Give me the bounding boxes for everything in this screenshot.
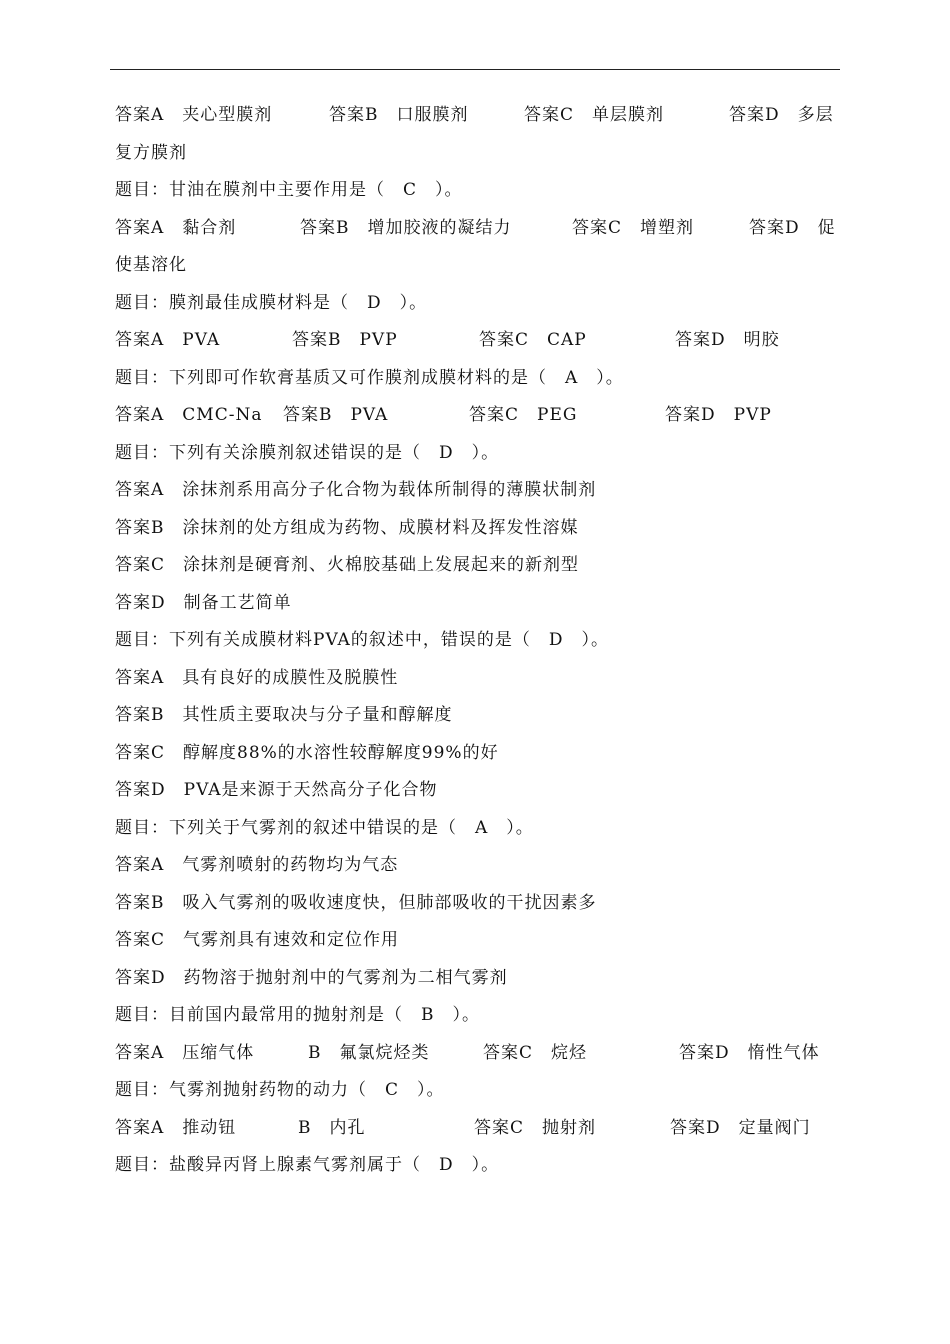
text-segment: 题目：甘油在膜剂中主要作用是（ C ）。: [115, 180, 463, 200]
text-line: [115, 735, 840, 773]
text-line: [115, 772, 840, 810]
text-line: [115, 435, 840, 473]
text-segment: B 内孔: [298, 1117, 366, 1138]
text-segment: 题目：下列即可作软膏基质又可作膜剂成膜材料的是（ A ）。: [115, 367, 624, 388]
text-segment: 答案D 定量阀门: [670, 1117, 811, 1138]
text-line: [115, 547, 840, 585]
text-segment: 答案A PVA: [115, 330, 221, 350]
text-line: [115, 1110, 840, 1148]
text-line: [115, 1147, 840, 1185]
text-line: [115, 97, 840, 135]
text-segment: 答案D PVP: [665, 405, 772, 425]
text-segment: 题目：膜剂最佳成膜材料是（ D ）。: [115, 292, 428, 313]
text-segment: 答案C 气雾剂具有速效和定位作用: [115, 930, 400, 950]
text-segment: 答案D 制备工艺简单: [115, 592, 292, 613]
text-segment: 复方膜剂: [115, 142, 187, 163]
text-segment: 题目：下列有关成膜材料PVA的叙述中，错误的是（ D ）。: [115, 630, 609, 650]
text-line: [115, 322, 840, 360]
text-segment: 答案B 口服膜剂: [329, 105, 469, 125]
text-segment: 答案C PEG: [469, 405, 578, 425]
text-segment: 答案B 涂抹剂的处方组成为药物、成膜材料及挥发性溶媒: [115, 517, 579, 538]
text-segment: 题目：盐酸异丙肾上腺素气雾剂属于（ D ）。: [115, 1155, 500, 1175]
text-line: [115, 660, 840, 698]
text-segment: 答案A 涂抹剂系用高分子化合物为载体所制得的薄膜状制剂: [115, 480, 597, 500]
text-segment: 答案B 增加胶液的凝结力: [300, 217, 512, 238]
text-line: [115, 997, 840, 1035]
text-segment: 答案D 药物溶于抛射剂中的气雾剂为二相气雾剂: [115, 967, 508, 988]
text-segment: 答案C CAP: [479, 330, 587, 350]
text-line: [115, 585, 840, 623]
text-segment: 答案B PVP: [292, 330, 398, 350]
text-segment: 答案A 黏合剂: [115, 217, 237, 238]
text-line: [115, 922, 840, 960]
text-segment: 答案D 促: [749, 217, 836, 238]
text-line: [115, 510, 840, 548]
document-body: [115, 97, 840, 1185]
text-segment: 题目：目前国内最常用的抛射剂是（ B ）。: [115, 1005, 480, 1025]
text-segment: 题目：下列有关涂膜剂叙述错误的是（ D ）。: [115, 442, 500, 463]
text-line: [115, 285, 840, 323]
text-segment: 答案D 多层: [729, 105, 834, 125]
text-line: [115, 622, 840, 660]
text-segment: 答案C 醇解度88%的水溶性较醇解度99%的好: [115, 742, 499, 763]
text-segment: 答案A CMC-Na: [115, 405, 263, 425]
text-line: [115, 247, 840, 285]
text-segment: 答案B 其性质主要取决与分子量和醇解度: [115, 705, 453, 725]
text-segment: 答案A 气雾剂喷射的药物均为气态: [115, 855, 399, 875]
text-line: [115, 172, 840, 210]
text-segment: 答案C 涂抹剂是硬膏剂、火棉胶基础上发展起来的新剂型: [115, 555, 580, 575]
text-segment: 答案A 压缩气体: [115, 1042, 255, 1063]
text-segment: 答案C 增塑剂: [572, 217, 695, 238]
text-segment: 答案B PVA: [283, 405, 389, 425]
text-segment: 答案A 具有良好的成膜性及脱膜性: [115, 667, 399, 688]
text-segment: 题目：气雾剂抛射药物的动力（ C ）。: [115, 1080, 445, 1100]
text-line: [115, 135, 840, 173]
text-segment: 答案C 抛射剂: [474, 1117, 597, 1138]
text-segment: B 氟氯烷烃类: [308, 1042, 430, 1063]
text-segment: 答案D 惰性气体: [679, 1042, 820, 1063]
text-segment: 使基溶化: [115, 255, 187, 275]
text-line: [115, 885, 840, 923]
text-line: [115, 1072, 840, 1110]
text-segment: 答案C 单层膜剂: [524, 105, 665, 125]
text-segment: 题目：下列关于气雾剂的叙述中错误的是（ A ）。: [115, 817, 534, 838]
text-line: [115, 1035, 840, 1073]
text-line: [115, 397, 840, 435]
header-rule: [110, 69, 840, 70]
text-line: [115, 847, 840, 885]
text-segment: 答案A 夹心型膜剂: [115, 105, 273, 125]
text-line: [115, 810, 840, 848]
text-segment: 答案A 推动钮: [115, 1117, 237, 1138]
text-segment: 答案D 明胶: [675, 330, 780, 350]
text-line: [115, 960, 840, 998]
text-segment: 答案C 烷烃: [483, 1042, 588, 1063]
text-line: [115, 472, 840, 510]
text-segment: 答案D PVA是来源于天然高分子化合物: [115, 780, 438, 800]
text-segment: 答案B 吸入气雾剂的吸收速度快，但肺部吸收的干扰因素多: [115, 892, 597, 913]
text-line: [115, 210, 840, 248]
text-line: [115, 360, 840, 398]
text-line: [115, 697, 840, 735]
